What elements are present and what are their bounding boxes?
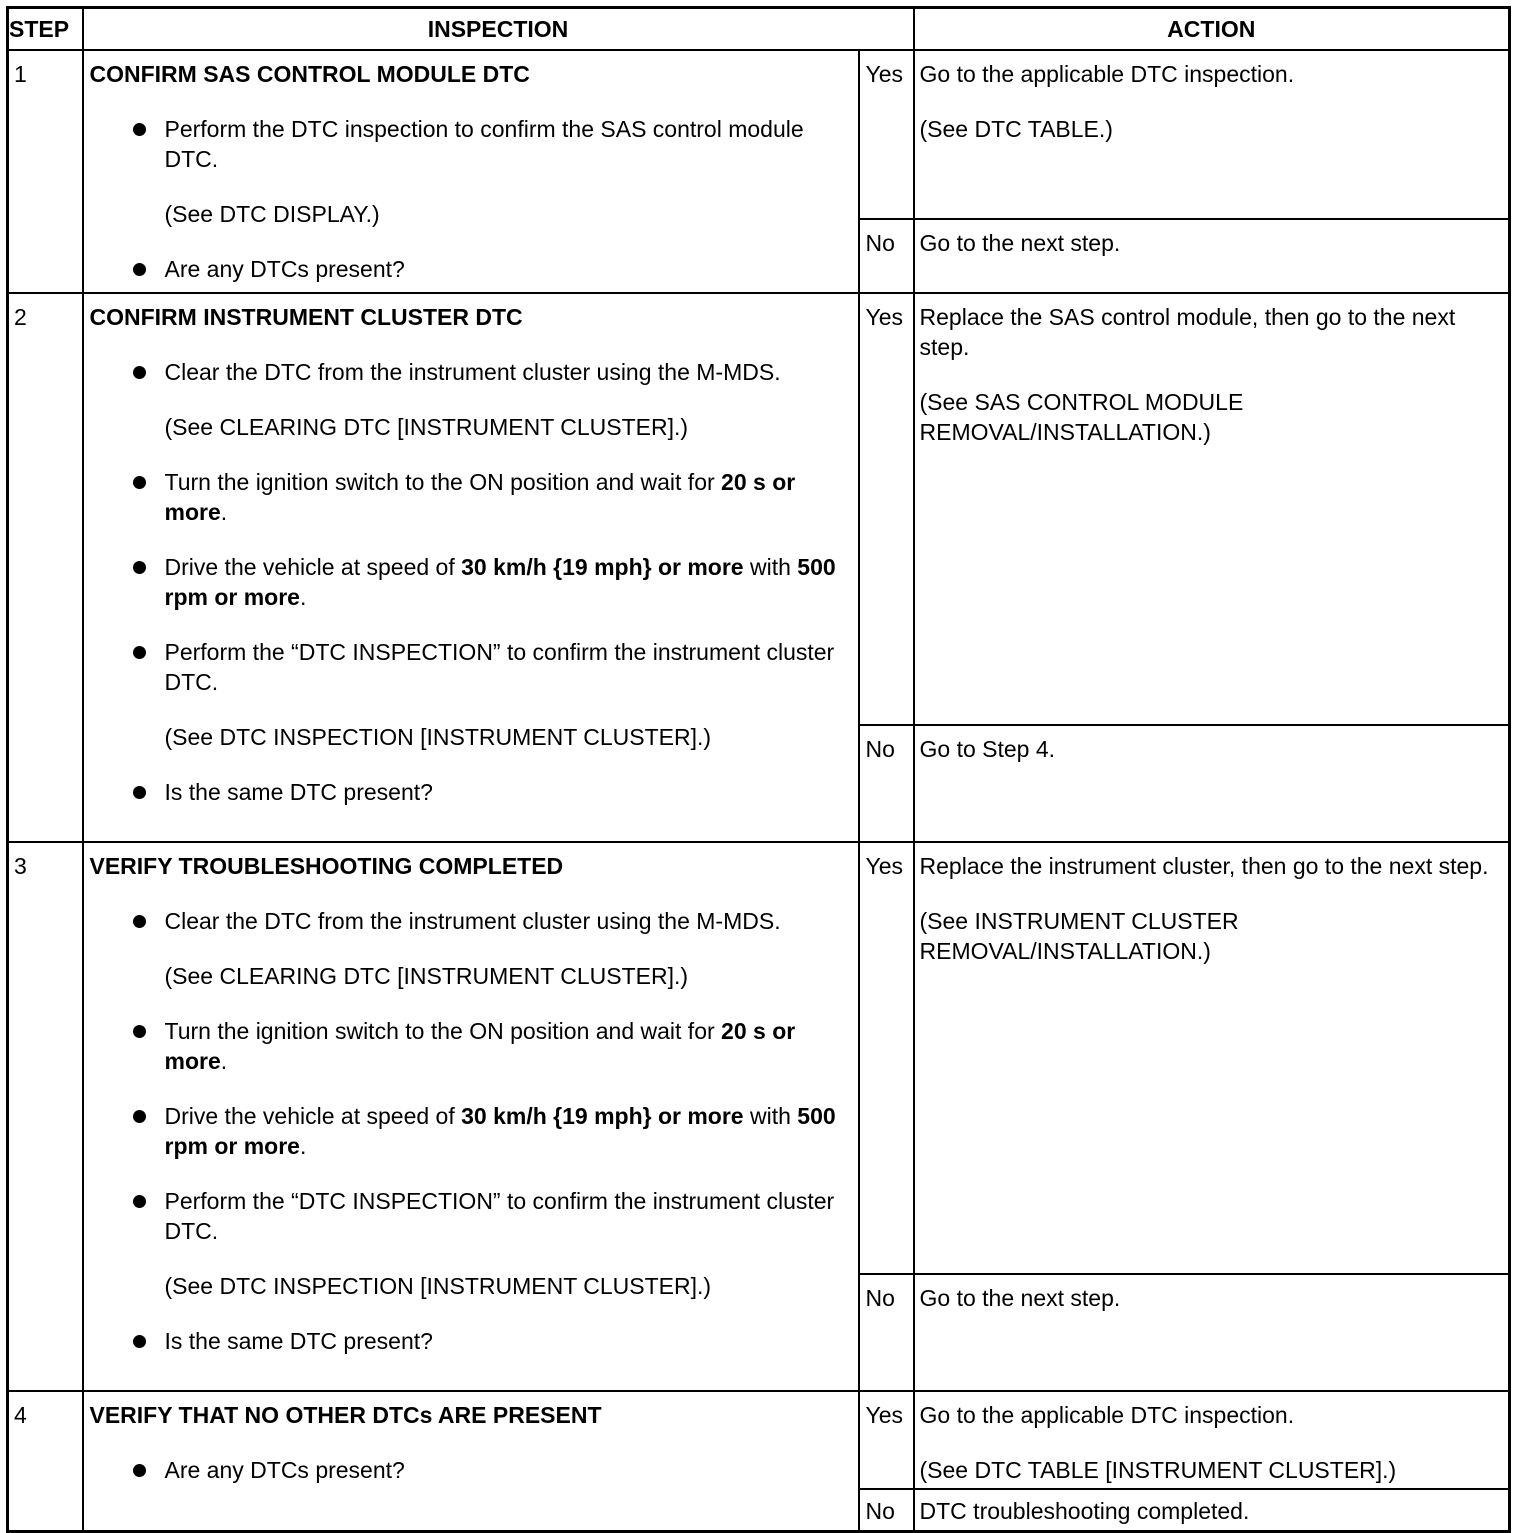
- step-title: CONFIRM INSTRUMENT CLUSTER DTC: [89, 304, 523, 330]
- step-2-yes-row: [8, 293, 1510, 725]
- step-3-yes-row: [8, 842, 1510, 1274]
- bullet-item: Are any DTCs present?: [90, 1455, 850, 1485]
- bullet-icon: [133, 476, 146, 489]
- header-action: ACTION: [914, 8, 1510, 51]
- bullet-item: Clear the DTC from the instrument cluster using the M-MDS.: [90, 906, 850, 936]
- step-2-inspection: [83, 293, 859, 842]
- bullet-icon: [133, 561, 146, 574]
- reference-text: (See INSTRUMENT CLUSTER REMOVAL/INSTALLATION.): [919, 908, 1239, 964]
- bullet-icon: [133, 123, 146, 136]
- bullet-icon: [133, 915, 146, 928]
- bullet-item: Is the same DTC present?: [90, 1326, 850, 1356]
- bullet-item: Drive the vehicle at speed of 30 km/h {19 mph} or more with 500 rpm or more.: [90, 552, 850, 612]
- bullet-item: Turn the ignition switch to the ON position and wait for 20 s or more.: [90, 1016, 850, 1076]
- step-4-inspection: [83, 1391, 859, 1532]
- yes-label: Yes: [859, 50, 914, 219]
- no-action: Go to the next step.: [914, 219, 1510, 293]
- no-action: DTC troubleshooting completed.: [914, 1489, 1510, 1532]
- reference-text: (See CLEARING DTC [INSTRUMENT CLUSTER].): [164, 414, 689, 440]
- yes-action: Replace the SAS control module, then go to the next step. (See SAS CONTROL MODULE REMOVAL/INSTALLATION.): [914, 293, 1510, 725]
- header-row: [8, 8, 1510, 51]
- reference-text: (See DTC INSPECTION [INSTRUMENT CLUSTER].): [164, 724, 712, 750]
- no-label: No: [859, 725, 914, 842]
- bullet-icon: [133, 366, 146, 379]
- step-title: VERIFY TROUBLESHOOTING COMPLETED: [89, 853, 564, 879]
- step-title: CONFIRM SAS CONTROL MODULE DTC: [89, 61, 530, 87]
- step-number: 2: [8, 293, 83, 842]
- bullet-item: Perform the “DTC INSPECTION” to confirm the instrument cluster DTC.: [90, 637, 850, 697]
- bullet-icon: [133, 263, 146, 276]
- no-action: Go to Step 4.: [914, 725, 1510, 842]
- yes-action: Go to the applicable DTC inspection. (See DTC TABLE [INSTRUMENT CLUSTER].): [914, 1391, 1510, 1489]
- bullet-icon: [133, 646, 146, 659]
- header-inspection: INSPECTION: [83, 8, 914, 51]
- step-1-yes-row: [8, 50, 1510, 219]
- yes-action: Replace the instrument cluster, then go to the next step. (See INSTRUMENT CLUSTER REMOVAL/INSTALLATION.): [914, 842, 1510, 1274]
- yes-label: Yes: [859, 293, 914, 725]
- bullet-item: Perform the “DTC INSPECTION” to confirm the instrument cluster DTC.: [90, 1186, 850, 1246]
- step-number: 3: [8, 842, 83, 1391]
- step-3-inspection: [83, 842, 859, 1391]
- bullet-icon: [133, 1195, 146, 1208]
- bullet-item: Is the same DTC present?: [90, 777, 850, 807]
- reference-text: (See DTC TABLE.): [919, 116, 1113, 142]
- no-label: No: [859, 1274, 914, 1391]
- yes-label: Yes: [859, 842, 914, 1274]
- bullet-icon: [133, 786, 146, 799]
- reference-text: (See DTC DISPLAY.): [164, 201, 380, 227]
- bullet-icon: [133, 1025, 146, 1038]
- bullet-item: Turn the ignition switch to the ON position and wait for 20 s or more.: [90, 467, 850, 527]
- no-label: No: [859, 1489, 914, 1532]
- bullet-item: Perform the DTC inspection to confirm the SAS control module DTC.: [90, 114, 850, 174]
- bullet-item: Drive the vehicle at speed of 30 km/h {19 mph} or more with 500 rpm or more.: [90, 1101, 850, 1161]
- reference-text: (See SAS CONTROL MODULE REMOVAL/INSTALLATION.): [919, 389, 1244, 445]
- no-action: Go to the next step.: [914, 1274, 1510, 1391]
- reference-text: (See DTC INSPECTION [INSTRUMENT CLUSTER].): [164, 1273, 712, 1299]
- step-number: 4: [8, 1391, 83, 1532]
- step-4-yes-row: [8, 1391, 1510, 1489]
- bullet-icon: [133, 1335, 146, 1348]
- bullet-item: Clear the DTC from the instrument cluster using the M-MDS.: [90, 357, 850, 387]
- reference-text: (See CLEARING DTC [INSTRUMENT CLUSTER].): [164, 963, 689, 989]
- no-label: No: [859, 219, 914, 293]
- bullet-item: Are any DTCs present?: [90, 254, 850, 284]
- troubleshooting-table: [6, 6, 1511, 1533]
- step-number: 1: [8, 50, 83, 293]
- yes-label: Yes: [859, 1391, 914, 1489]
- reference-text: (See DTC TABLE [INSTRUMENT CLUSTER].): [919, 1457, 1397, 1483]
- step-1-inspection: [83, 50, 859, 293]
- step-title: VERIFY THAT NO OTHER DTCs ARE PRESENT: [89, 1402, 602, 1428]
- bullet-icon: [133, 1110, 146, 1123]
- yes-action: Go to the applicable DTC inspection. (See DTC TABLE.): [914, 50, 1510, 219]
- header-step: STEP: [8, 8, 83, 51]
- bullet-icon: [133, 1464, 146, 1477]
